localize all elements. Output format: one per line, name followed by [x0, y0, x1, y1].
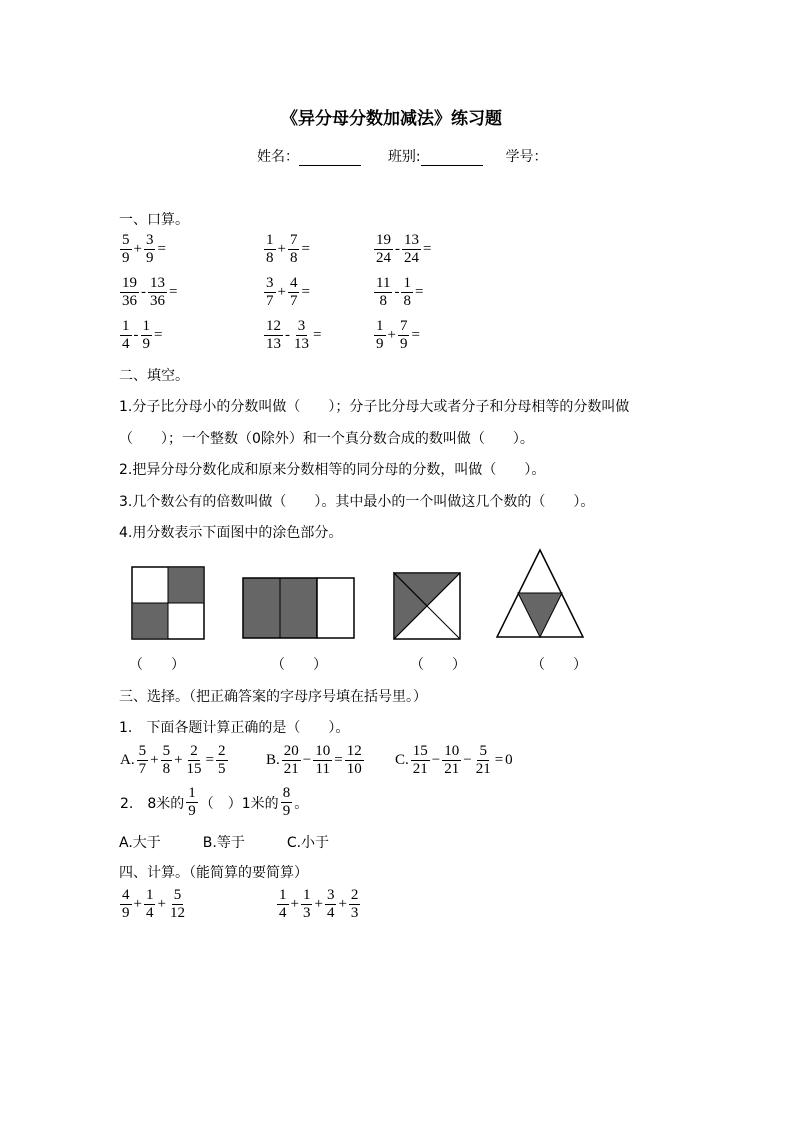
fraction: $\frac{19}{36}$	[122, 275, 137, 309]
fraction: $\frac{2}{5}$	[218, 743, 226, 777]
option-b[interactable]: B. $\frac{20}{21}$ − $\frac{10}{11}$ = $\frac{12}{10}$	[266, 743, 362, 777]
fraction: $\frac{1}{4}$	[145, 887, 154, 921]
fraction: $\frac{3}{7}$	[266, 275, 274, 309]
figure-triangle	[497, 550, 583, 637]
fraction: $\frac{3}{4}$	[326, 887, 335, 921]
fraction: $\frac{2}{15}$	[186, 743, 202, 777]
fraction: $\frac{15}{21}$	[412, 743, 428, 777]
fraction: $\frac{7}{9}$	[399, 318, 408, 352]
mental-arithmetic-item: $\frac{1}{8}$ + $\frac{7}{8}$ =	[266, 232, 310, 266]
choice-q2-options[interactable]: A.大于 B.等于 C.小于	[119, 835, 330, 851]
figure2-answer[interactable]: （ ）	[271, 657, 327, 673]
name-label: 姓名：	[257, 149, 299, 165]
fraction: $\frac{3}{13}$	[294, 318, 309, 352]
fraction: $\frac{4}{9}$	[122, 887, 130, 921]
mental-arithmetic-item: $\frac{11}{8}$ - $\frac{1}{8}$ =	[376, 275, 424, 309]
fraction: $\frac{12}{10}$	[346, 743, 362, 777]
fraction: $\frac{4}{7}$	[289, 275, 298, 309]
figure4-answer[interactable]: （ ）	[531, 657, 587, 673]
section2-heading: 二、填空。	[119, 368, 189, 384]
section4-heading: 四、计算。（能简算的要简算）	[119, 865, 308, 881]
calc-expression-1: $\frac{4}{9}$ + $\frac{1}{4}$ + $\frac{5}{12}$	[122, 887, 185, 921]
fraction: $\frac{19}{24}$	[376, 232, 391, 266]
fill-q1-line2: （ ）；一个整数（0除外）和一个真分数合成的数叫做（ ）。	[119, 431, 534, 447]
fraction: $\frac{1}{4}$	[279, 887, 287, 921]
page-title: 《异分母分数加减法》练习题	[281, 109, 502, 129]
fraction: $\frac{1}{9}$	[142, 318, 150, 352]
fraction: $\frac{1}{3}$	[302, 887, 311, 921]
option-a[interactable]: A. $\frac{5}{7}$ + $\frac{5}{8}$ + $\frac{2}{15}$ = $\frac{2}{5}$	[120, 743, 226, 777]
fraction: $\frac{5}{8}$	[162, 743, 171, 777]
fraction: $\frac{13}{24}$	[404, 232, 419, 266]
section3-heading: 三、选择。（把正确答案的字母序号填在括号里。）	[119, 689, 427, 705]
fraction: $\frac{1}{9}$	[188, 785, 196, 819]
fraction: $\frac{5}{12}$	[169, 887, 185, 921]
fraction: $\frac{13}{36}$	[150, 275, 165, 309]
id-label: 学号：	[505, 149, 548, 165]
option-c[interactable]: C. $\frac{15}{21}$ − $\frac{10}{21}$ − $\frac{5}{21}$ = 0	[395, 743, 513, 777]
class-label: 班别:	[387, 149, 421, 165]
fraction: $\frac{1}{8}$	[403, 275, 411, 309]
choice-q2: 2. 8米的 $\frac{1}{9}$ （ ）1米的 $\frac{8}{9}$ 。	[120, 785, 309, 819]
mental-arithmetic-item: $\frac{3}{7}$ + $\frac{4}{7}$ =	[266, 275, 310, 309]
figure-quartered-square	[132, 567, 204, 639]
fraction: $\frac{11}{8}$	[376, 275, 391, 309]
figure-three-part-rectangle	[243, 578, 354, 638]
fraction: $\frac{3}{9}$	[145, 232, 154, 266]
mental-arithmetic-item: $\frac{1}{4}$ - $\frac{1}{9}$ =	[122, 318, 163, 352]
figure3-answer[interactable]: （ ）	[410, 657, 466, 673]
fraction: $\frac{8}{9}$	[282, 785, 291, 819]
fraction: $\frac{12}{13}$	[266, 318, 281, 352]
calc-expression-2: $\frac{1}{4}$ + $\frac{1}{3}$ + $\frac{3}{4}$ + $\frac{2}{3}$	[279, 887, 359, 921]
fraction: $\frac{7}{8}$	[289, 232, 298, 266]
mental-arithmetic-item: $\frac{19}{24}$ - $\frac{13}{24}$ =	[376, 232, 432, 266]
section1-heading: 一、口算。	[119, 212, 189, 228]
figure-diagonal-square	[394, 573, 460, 639]
fill-q3: 3.几个数公有的倍数叫做（ ）。其中最小的一个叫做这几个数的（ ）。	[119, 494, 595, 510]
fraction: $\frac{2}{3}$	[350, 887, 359, 921]
fraction: $\frac{10}{11}$	[315, 743, 331, 777]
mental-arithmetic-item: $\frac{12}{13}$ - $\frac{3}{13}$ =	[266, 318, 322, 352]
mental-arithmetic-item: $\frac{19}{36}$ - $\frac{13}{36}$ =	[122, 275, 178, 309]
fraction: $\frac{1}{9}$	[376, 318, 384, 352]
fraction: $\frac{1}{4}$	[122, 318, 130, 352]
mental-arithmetic-item: $\frac{5}{9}$ + $\frac{3}{9}$ =	[122, 232, 166, 266]
fraction: $\frac{10}{21}$	[444, 743, 460, 777]
fill-q2: 2.把异分母分数化成和原来分数相等的同分母的分数，叫做（ ）。	[119, 462, 546, 478]
choice-q1: 1. 下面各题计算正确的是（ ）。	[119, 720, 350, 736]
fraction: $\frac{5}{9}$	[122, 232, 130, 266]
mental-arithmetic-item: $\frac{1}{9}$ + $\frac{7}{9}$ =	[376, 318, 420, 352]
fraction: $\frac{1}{8}$	[266, 232, 274, 266]
fill-q1-line1: 1.分子比分母小的分数叫做（ ）；分子比分母大或者分子和分母相等的分数叫做	[119, 399, 630, 415]
fraction: $\frac{5}{21}$	[475, 743, 491, 777]
fraction: $\frac{20}{21}$	[283, 743, 299, 777]
figure1-answer[interactable]: （ ）	[129, 657, 185, 673]
fraction: $\frac{5}{7}$	[138, 743, 147, 777]
fill-q4: 4.用分数表示下面图中的涂色部分。	[119, 525, 343, 541]
